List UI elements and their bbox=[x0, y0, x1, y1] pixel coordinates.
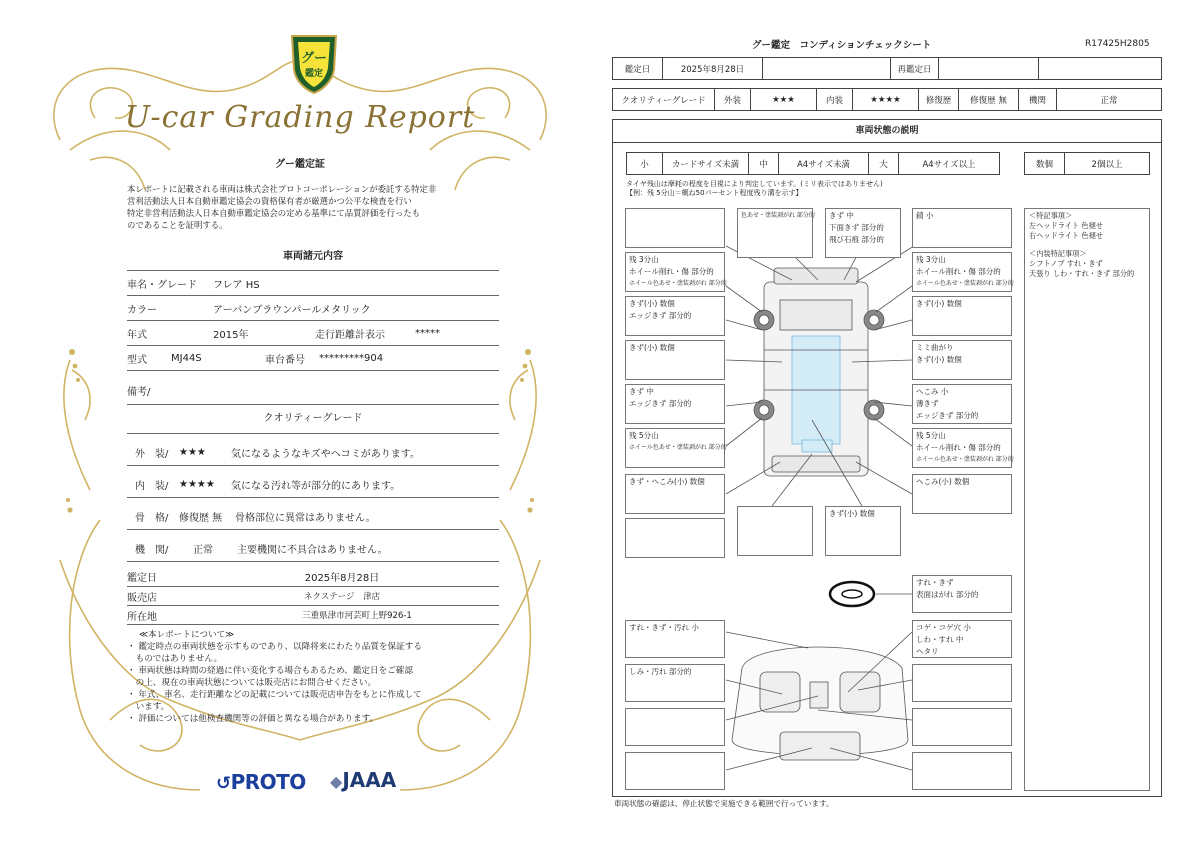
exterior-grade-row: 外 装/ ★★★ 気になるようなキズやヘコミがあります。 bbox=[127, 440, 499, 466]
damage-box-rl-tire: 残 5分山 ホイール色あせ・塗装剥がれ 部分的 bbox=[625, 428, 725, 468]
damage-box-front-left bbox=[625, 208, 725, 248]
report-title: U-car Grading Report bbox=[124, 100, 476, 135]
damage-box-steering: すれ・きず 表面はがれ 部分的 bbox=[912, 575, 1012, 613]
address-row: 所在地 三重県津市河芸町上野926-1 bbox=[127, 606, 499, 625]
damage-box-rr-tire: 残 5分山 ホイール削れ・傷 部分的 ホイール色あせ・塗装剥がれ 部分的 bbox=[912, 428, 1012, 468]
damage-box-right-door: ミミ曲がり きず(小) 数個 bbox=[912, 340, 1012, 380]
damage-box-rear-bumper bbox=[737, 506, 813, 556]
count-legend: 数個 2個以上 bbox=[1024, 152, 1150, 175]
damage-box-floor-right bbox=[912, 752, 1012, 790]
damage-box-console bbox=[912, 708, 1012, 746]
certificate-subtitle: グー鑑定証 bbox=[275, 159, 325, 170]
damage-box-left-quarter: きず・へこみ(小) 数個 bbox=[625, 474, 725, 514]
special-notes-box: ＜特記事項＞ 左ヘッドライト 色褪せ 右ヘッドライト 色褪せ ＜内装特記事項＞ シフトノブ すれ・きず 天張り しわ・すれ・きず 部分的 bbox=[1024, 208, 1150, 791]
interior-grade-row: 内 装/ ★★★★ 気になる汚れ等が部分的にあります。 bbox=[127, 472, 499, 498]
tire-note: タイヤ残山は摩耗の程度を目視により判定しています。(ミリ表示ではありません) 【例：残 5分山＝概ね50パーセント程度残り溝を示す】 bbox=[626, 180, 883, 197]
sheet-title: グー鑑定 コンディションチェックシート bbox=[752, 40, 932, 51]
damage-box-hood: きず 中 下面きず 部分的 飛び石痕 部分的 bbox=[825, 208, 901, 258]
damage-box-rear-seat-left bbox=[625, 708, 725, 746]
goo-kantei-emblem bbox=[284, 30, 344, 96]
remarks-row: 備考/ bbox=[127, 377, 499, 405]
date-table: 鑑定日 2025年8月28日 再鑑定日 bbox=[612, 57, 1162, 80]
damage-box-fr-tire: 残 3分山 ホイール削れ・傷 部分的 ホイール色あせ・塗装剥がれ 部分的 bbox=[912, 252, 1012, 292]
size-legend: 小 カードサイズ未満 中 A4サイズ未満 大 A4サイズ以上 bbox=[626, 152, 1000, 175]
grade-table: クオリティーグレード 外装 ★★★ 内装 ★★★★ 修復歴 修復歴 無 機関 正常 bbox=[612, 88, 1162, 111]
damage-box-passenger-seat: しみ・汚れ 部分的 bbox=[625, 664, 725, 702]
damage-box-back-door: きず(小) 数個 bbox=[825, 506, 901, 556]
name-row: 車名・グレード フレア HS bbox=[127, 272, 499, 296]
svg-text:鑑定: 鑑定 bbox=[304, 69, 324, 79]
shop-row: 販売店 ネクステージ 津店 bbox=[127, 587, 499, 606]
damage-box-right-quarter: へこみ(小) 数個 bbox=[912, 474, 1012, 514]
damage-box-fl-tire: 残 3分山 ホイール削れ・傷 部分的 ホイール色あせ・塗装剥がれ 部分的 bbox=[625, 252, 725, 292]
proto-logo: ↺PROTO bbox=[216, 770, 306, 794]
intro-text: 本レポートに記載される車両は株式会社プロトコーポレーションが委託する特定非 営利活動法人日本自動車鑑定協会の資格保有者が厳選かつ公平な検査を行い 特定非営利活動法人日本自動車鑑定協会の定める基準にて品質評価を行ったも のであることを証明する。 bbox=[127, 184, 437, 230]
damage-box-left-rear-door: きず 中 エッジきず 部分的 bbox=[625, 384, 725, 424]
damage-box-left-door: きず(小) 数個 bbox=[625, 340, 725, 380]
damage-box-right-fender: きず(小) 数個 bbox=[912, 296, 1012, 336]
frame-grade-row: 骨 格/ 修復歴 無 骨格部位に異常はありません。 bbox=[127, 504, 499, 530]
spec-heading: 車両諸元内容 bbox=[127, 249, 499, 271]
sheet-code: R17425H2805 bbox=[1085, 39, 1150, 49]
damage-box-driver-seat: コゲ・コゲ穴 小 しわ・すれ 中 ヘタリ bbox=[912, 620, 1012, 658]
state-heading: 車両状態の説明 bbox=[612, 119, 1162, 143]
jaaa-logo: ◆JAAA bbox=[330, 768, 397, 792]
damage-box-dashboard bbox=[912, 664, 1012, 702]
damage-box-right-rear-door: へこみ 小 薄きず エッジきず 部分的 bbox=[912, 384, 1012, 424]
damage-box-front-right: 錆 小 bbox=[912, 208, 1012, 248]
model-row: 型式 MJ44S 車台番号 *********904 bbox=[127, 347, 499, 371]
report-notes: ≪本レポートについて≫ ・ 鑑定時点の車両状態を示すものであり、以降将来にわたり品質を保証する ものではありません。 ・ 車両状態は時間の経過に伴い変化する場合もあるため、鑑定日をご確認 の上、現在の車両状態については販売店にお問合せください。 ・ 年式、車名、走行距離などの記載については販売店申告をもとに作成して います。 ・ 評価については他検査機関等の評価と異なる場合があります。 bbox=[127, 630, 422, 724]
sheet-footer-note: 車両状態の確認は、停止状態で実施できる範囲で行っています。 bbox=[614, 799, 834, 808]
damage-box-ceiling: すれ・きず・汚れ 小 bbox=[625, 620, 725, 658]
color-row: カラー アーバンブラウンパールメタリック bbox=[127, 297, 499, 321]
grade-heading: クオリティーグレード bbox=[127, 412, 499, 434]
damage-box-floor-left bbox=[625, 752, 725, 790]
jaaa-mark-icon: ◆ bbox=[330, 772, 343, 791]
damage-box-left-fender: きず(小) 数個 エッジきず 部分的 bbox=[625, 296, 725, 336]
proto-mark-icon: ↺ bbox=[216, 773, 231, 794]
engine-grade-row: 機 関/ 正常 主要機関に不具合はありません。 bbox=[127, 536, 499, 562]
date-row: 鑑定日 2025年8月28日 bbox=[127, 566, 499, 587]
damage-box-front-bumper: 色あせ・塗装剥がれ 部分的 bbox=[737, 208, 813, 258]
svg-text:グー: グー bbox=[300, 51, 328, 66]
year-row: 年式 2015年 走行距離計表示 ***** bbox=[127, 322, 499, 346]
damage-box-rear-left bbox=[625, 518, 725, 558]
